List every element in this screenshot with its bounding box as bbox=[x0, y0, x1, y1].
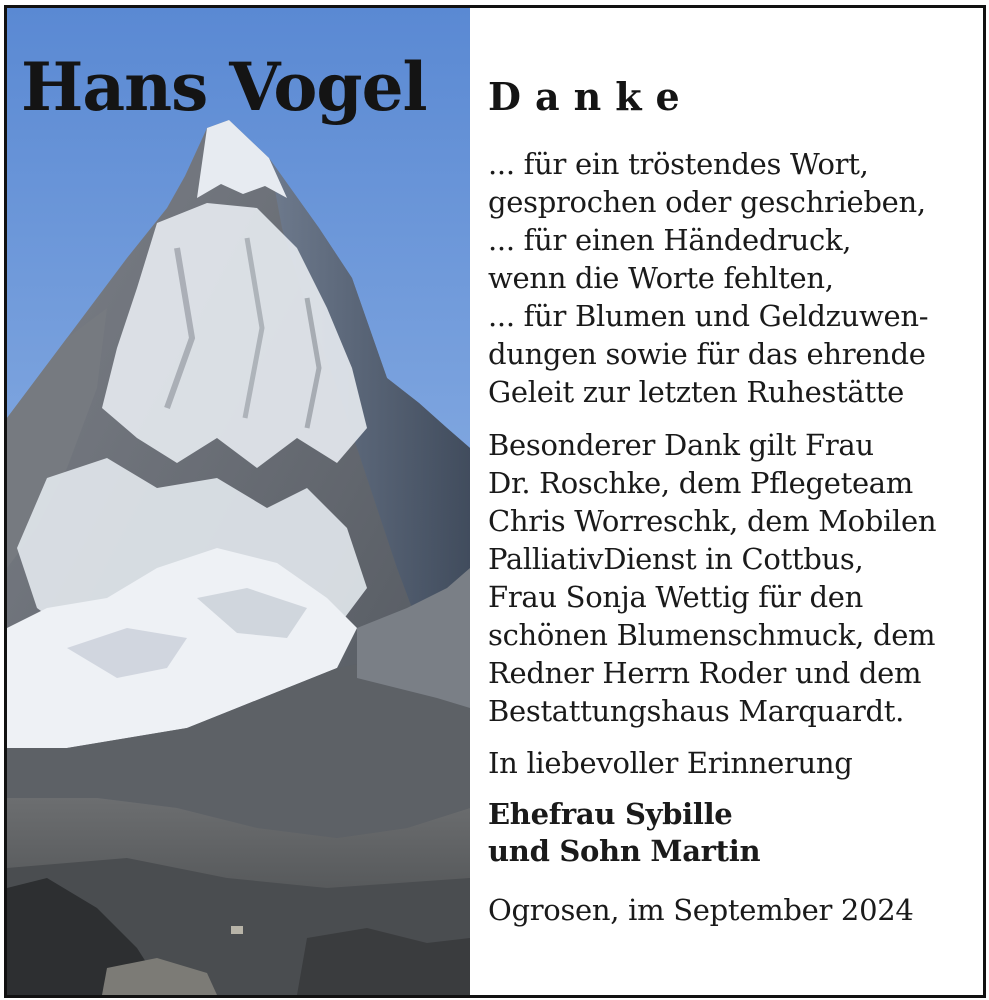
deceased-name: Hans Vogel bbox=[21, 48, 427, 126]
thanks-paragraph bbox=[488, 145, 928, 411]
text-line: wenn die Worte fehlten, bbox=[488, 261, 834, 295]
text-line: Frau Sonja Wettig für den bbox=[488, 580, 864, 614]
text-line: ... für ein tröstendes Wort, bbox=[488, 147, 869, 181]
text-line: Geleit zur letzten Ruhestätte bbox=[488, 375, 904, 409]
memory-line: In liebevoller Erinnerung bbox=[488, 746, 853, 780]
text-line: Dr. Roschke, dem Pflegeteam bbox=[488, 466, 913, 500]
signer-line: Ehefrau Sybille bbox=[488, 797, 733, 831]
signers bbox=[488, 796, 760, 870]
text-line: Bestattungshaus Marquardt. bbox=[488, 694, 905, 728]
text-line: Chris Worreschk, dem Mobilen bbox=[488, 504, 937, 538]
text-line: schönen Blumenschmuck, dem bbox=[488, 618, 936, 652]
text-line: dungen sowie für das ehrende bbox=[488, 337, 926, 371]
text-line: PalliativDienst in Cottbus, bbox=[488, 542, 864, 576]
matterhorn-photo bbox=[7, 8, 470, 995]
text-line: gesprochen oder geschrieben, bbox=[488, 185, 926, 219]
text-line: ... für einen Händedruck, bbox=[488, 223, 852, 257]
obituary-notice bbox=[4, 5, 986, 998]
special-thanks-paragraph bbox=[488, 426, 936, 730]
text-line: Besonderer Dank gilt Frau bbox=[488, 428, 874, 462]
text-line: Redner Herrn Roder und dem bbox=[488, 656, 922, 690]
place-and-date: Ogrosen, im September 2024 bbox=[488, 893, 914, 927]
text-line: ... für Blumen und Geldzuwen- bbox=[488, 299, 929, 333]
thanks-heading: Danke bbox=[488, 74, 694, 119]
signer-line: und Sohn Martin bbox=[488, 834, 761, 868]
